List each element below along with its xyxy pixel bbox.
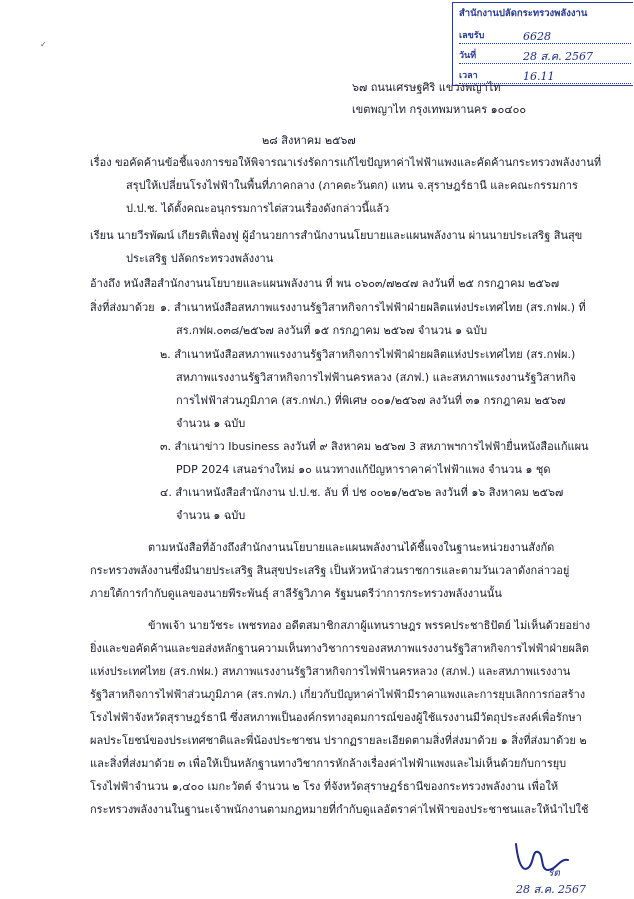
- body-line: ตามหนังสือที่อ้างถึงสำนักงานนโยบายและแผนพลังงานได้ชี้แจงในฐานะหน่วยงานสังกัด: [148, 541, 555, 554]
- body-line: ภายใต้การกำกับดูแลของนายพีระพันธุ์ สาลีรัฐวิภาค รัฐมนตรีว่าการกระทรวงพลังงานนั้น: [90, 587, 502, 600]
- enclosure-line: การไฟฟ้าส่วนภูมิภาค (สร.กฟภ.) ที่พิเศษ ๐๐๑/๒๕๖๗ ลงวันที่ ๓๑ กรกฎาคม ๒๕๖๗: [176, 394, 566, 407]
- enclosure-line: ๑. สำเนาหนังสือสหภาพแรงงานรัฐวิสาหกิจการไฟฟ้าฝ่ายผลิตแห่งประเทศไทย (สร.กฟผ.) ที่: [160, 301, 586, 314]
- to-line-1: เรียน นายวีรพัฒน์ เกียรติเฟื่องฟู ผู้อำนวยการสำนักงานนโยบายและแผนพลังงาน ผ่านนายประเสริฐ สินสุข: [90, 229, 583, 242]
- stamp-time-row: เวลา 16.11: [459, 65, 631, 84]
- subject-line-3: ป.ป.ช. ได้ตั้งคณะอนุกรรมการไต่สวนเรื่องดังกล่าวนี้แล้ว: [126, 202, 390, 215]
- to-line-2: ประเสริฐ ปลัดกระทรวงพลังงาน: [126, 252, 274, 265]
- corner-mark: ✓: [40, 40, 47, 49]
- enclosure-line: สหภาพแรงงานรัฐวิสาหกิจการไฟฟ้านครหลวง (สภฟ.) และสหภาพแรงงานรัฐวิสาหกิจ: [176, 371, 576, 384]
- stamp-number-row: เลขรับ 6628: [459, 25, 631, 44]
- stamp-time: 16.11: [523, 70, 555, 83]
- enclosure-line: ๓. สำเนาข่าว Ibusiness ลงวันที่ ๙ สิงหาคม ๒๕๖๗ 3 สหภาพฯการไฟฟ้ายื่นหนังสือแก้แผน: [160, 440, 589, 453]
- stamp-date: 28 ส.ค. 2567: [523, 50, 594, 63]
- letter-date: ๒๘ สิงหาคม ๒๕๖๗: [262, 134, 356, 147]
- body-line: โรงไฟฟ้าจำนวน ๑,๔๐๐ เมกะวัตต์ จำนวน ๒ โรง ที่จังหวัดสุราษฎร์ธานีของกระทรวงพลังงาน เพื่อให้: [90, 780, 559, 793]
- body-line: และสิ่งที่ส่งมาด้วย ๓ เพื่อให้เป็นหลักฐานทางวิชาการหักล้างเรื่องค่าไฟฟ้าแพงและไม่เห็นด้วยกับการยุบ: [90, 757, 567, 770]
- enclosure-line: สร.กฟผ.๐๓๘/๒๕๖๗ ลงวันที่ ๑๕ กรกฎาคม ๒๕๖๗ จำนวน ๑ ฉบับ: [176, 324, 488, 337]
- reference: อ้างถึง หนังสือสำนักงานนโยบายและแผนพลังงาน ที่ พน ๐๖๐๓/๗๒๔๗ ลงวันที่ ๒๕ กรกฎาคม ๒๕๖๗: [90, 277, 560, 290]
- body-line: กระทรวงพลังงานในฐานะเจ้าพนักงานตามกฎหมายที่กำกับดูแลอัตราค่าไฟฟ้าของประชาชนและให้นำไปใช้: [90, 803, 589, 816]
- body-line: ยิ่งและขอคัดค้านและขอส่งหลักฐานความเห็นทางวิชาการของสหภาพแรงงานรัฐวิสาหกิจการไฟฟ้าฝ่ายผลิต: [90, 642, 589, 655]
- enclosure-line: ๔. สำเนาหนังสือสำนักงาน ป.ป.ช. ลับ ที่ ปช ๐๐๒๑/๒๕๖๒ ลงวันที่ ๑๖ สิงหาคม ๒๕๖๗: [160, 486, 564, 499]
- body-line: แห่งประเทศไทย (สร.กฟผ.) สหภาพแรงงานรัฐวิสาหกิจการไฟฟ้านครหลวง (สภฟ.) และสหภาพแรงงาน: [90, 665, 571, 678]
- body-line: กระทรวงพลังงานซึ่งมีนายประเสริฐ สินสุขประเสริฐ เป็นหัวหน้าส่วนราชการและตามวันเวลาดังกล่าวอยู่: [90, 564, 570, 577]
- stamp-date-row: วันที่ 28 ส.ค. 2567: [459, 45, 631, 64]
- stamp-number: 6628: [523, 30, 551, 43]
- enclosure-line: PDP 2024 เสนอร่างใหม่ ๑๐ แนวทางแก้ปัญหาราคาค่าไฟฟ้าแพง จำนวน ๑ ชุด: [176, 463, 551, 476]
- subject-line-2: สรุปให้เปลี่ยนโรงไฟฟ้าในพื้นที่ภาคกลาง (ภาคตะวันตก) แทน จ.สุราษฎร์ธานี และคณะกรรมการ: [126, 179, 578, 192]
- signature-mark: [512, 838, 572, 878]
- address-line-2: เขตพญาไท กรุงเทพมหานคร ๑๐๔๐๐: [352, 103, 527, 116]
- handwritten-date: 28 ส.ค. 2567: [516, 883, 587, 896]
- body-line: รัฐวิสาหกิจการไฟฟ้าส่วนภูมิภาค (สร.กฟภ.) เกี่ยวกับปัญหาค่าไฟฟ้ามีราคาแพงและการยุบเลิกการก่อสร้าง: [90, 688, 586, 701]
- address-line-1: ๖๗ ถนนเศรษฐศิริ แขวงพญาไท: [352, 81, 501, 94]
- receipt-stamp: [452, 2, 633, 86]
- enclosure-line: จำนวน ๑ ฉบับ: [176, 509, 246, 522]
- body-line: โรงไฟฟ้าจังหวัดสุราษฎร์ธานี ซึ่งสหภาพเป็นองค์กรทางอุดมการณ์ของผู้ใช้แรงงานมีวัตถุประสงค์เพื่อรักษา: [90, 711, 582, 724]
- body-line: ผลประโยชน์ของประเทศชาติและพี่น้องประชาชน ปรากฏรายละเอียดตามสิ่งที่ส่งมาด้วย ๑ สิ่งที่ส่งมาด้วย ๒: [90, 734, 587, 747]
- body-line: ข้าพเจ้า นายวัชระ เพชรทอง อดีตสมาชิกสภาผู้แทนราษฎร พรรคประชาธิปัตย์ ไม่เห็นด้วยอย่าง: [148, 619, 591, 632]
- handwritten-initial: ริต: [548, 868, 560, 879]
- subject-line-1: เรื่อง ขอคัดค้านข้อชี้แจงการขอให้พิจารณาเร่งรัดการแก้ไขปัญหาค่าไฟฟ้าแพงและคัดค้านกระทรวงพลังงานที่: [90, 156, 602, 169]
- enclosure-line: จำนวน ๑ ฉบับ: [176, 417, 246, 430]
- stamp-org: สำนักงานปลัดกระทรวงพลังงาน: [459, 8, 588, 19]
- enclosure-line: ๒. สำเนาหนังสือสหภาพแรงงานรัฐวิสาหกิจการไฟฟ้าฝ่ายผลิตแห่งประเทศไทย (สร.กฟผ.): [160, 348, 576, 361]
- enclosure-label: สิ่งที่ส่งมาด้วย: [90, 301, 155, 314]
